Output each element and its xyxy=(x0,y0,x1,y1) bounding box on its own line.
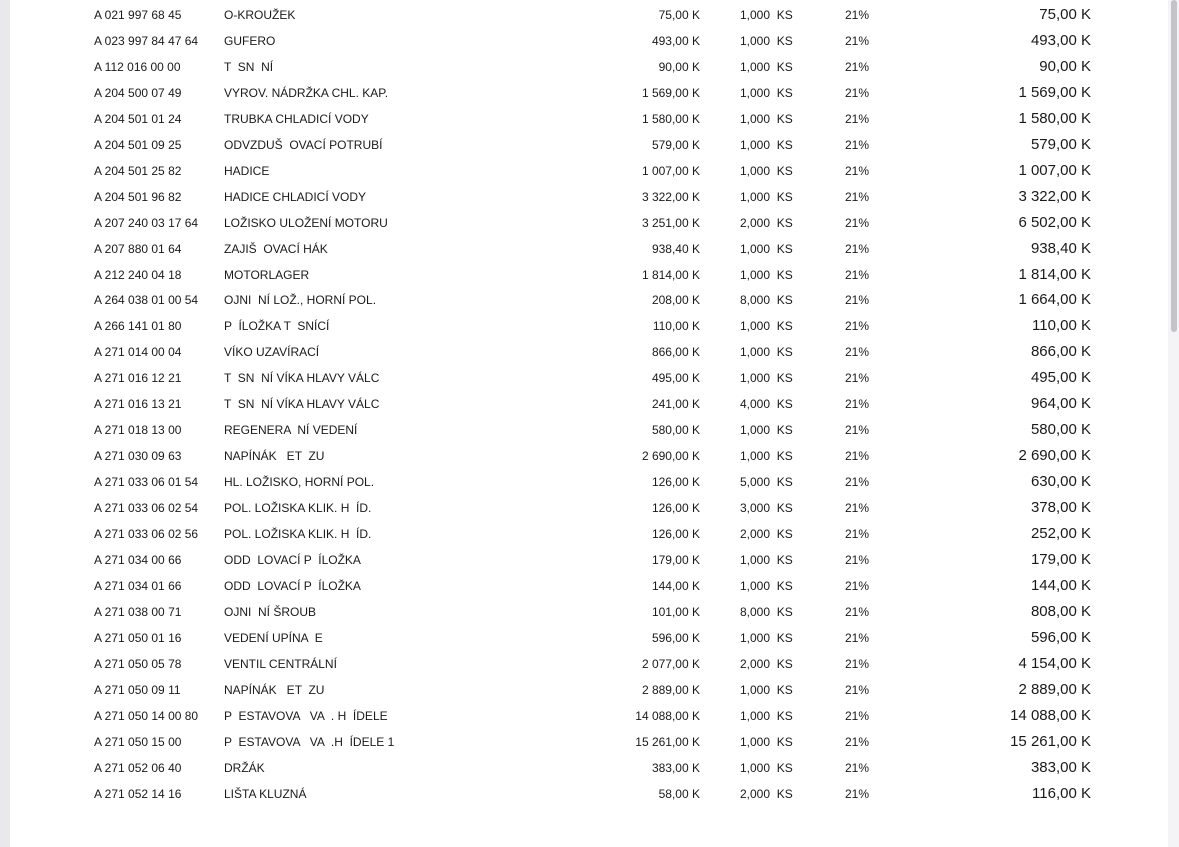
invoice-line-item xyxy=(10,287,1168,313)
line-total: 1 007,00 K xyxy=(1018,161,1091,179)
unit-price: 14 088,00 K xyxy=(635,708,700,723)
part-number: A 271 052 14 16 xyxy=(94,786,182,801)
unit-price: 1 007,00 K xyxy=(641,163,700,178)
unit-price: 126,00 K xyxy=(651,527,700,541)
part-number: A 271 038 00 71 xyxy=(94,604,182,619)
invoice-line-item xyxy=(10,651,1168,677)
line-total: 2 889,00 K xyxy=(1018,680,1091,698)
item-description: GUFERO xyxy=(224,33,276,48)
vat-rate: 21% xyxy=(845,215,870,230)
invoice-line-item xyxy=(10,625,1168,651)
item-description: HADICE CHLADICÍ VODY xyxy=(224,189,367,204)
part-number: A 207 240 03 17 64 xyxy=(94,215,199,230)
part-number: A 271 016 13 21 xyxy=(94,397,182,412)
part-number: A 112 016 00 00 xyxy=(94,59,181,74)
vat-rate: 21% xyxy=(845,8,870,22)
line-total: 4 154,00 K xyxy=(1018,654,1091,672)
part-number: A 271 050 15 00 xyxy=(94,734,182,749)
unit-price: 2 889,00 K xyxy=(641,682,700,697)
line-total: 1 580,00 K xyxy=(1018,109,1091,127)
line-total: 110,00 K xyxy=(1032,317,1091,335)
quantity: 5,000 KS xyxy=(740,475,793,490)
part-number: A 207 880 01 64 xyxy=(94,241,182,256)
item-description: NAPÍNÁK ET ZU xyxy=(224,682,325,697)
vat-rate: 21% xyxy=(845,786,870,801)
item-description: POL. LOŽISKA KLIK. H ÍD. xyxy=(224,527,372,541)
vat-rate: 21% xyxy=(845,656,870,671)
invoice-line-item xyxy=(10,547,1168,573)
quantity: 1,000 KS xyxy=(740,449,793,464)
vat-rate: 21% xyxy=(845,501,870,516)
unit-price: 75,00 K xyxy=(658,8,700,22)
item-description: LOŽISKO ULOŽENÍ MOTORU xyxy=(224,215,388,230)
unit-price: 1 569,00 K xyxy=(641,85,700,100)
part-number: A 204 501 25 82 xyxy=(94,163,182,178)
unit-price: 58,00 K xyxy=(658,786,700,801)
unit-price: 495,00 K xyxy=(651,371,700,386)
item-description: T SN NÍ VÍKA HLAVY VÁLC xyxy=(224,371,380,386)
item-description: NAPÍNÁK ET ZU xyxy=(224,449,325,464)
vat-rate: 21% xyxy=(845,578,870,593)
item-description: P ESTAVOVA VA . H ÍDELE xyxy=(224,708,388,723)
item-description: P ÍLOŽKA T SNÍCÍ xyxy=(224,319,330,334)
vat-rate: 21% xyxy=(845,708,870,723)
unit-price: 580,00 K xyxy=(651,423,700,438)
invoice-line-item xyxy=(10,210,1168,236)
line-total: 2 690,00 K xyxy=(1018,447,1091,465)
unit-price: 208,00 K xyxy=(651,293,700,308)
line-total: 6 502,00 K xyxy=(1018,213,1091,231)
vat-rate: 21% xyxy=(845,682,870,697)
invoice-line-item xyxy=(10,313,1168,339)
invoice-line-item xyxy=(10,54,1168,80)
quantity: 1,000 KS xyxy=(740,163,793,178)
quantity: 3,000 KS xyxy=(740,501,793,516)
unit-price: 938,40 K xyxy=(651,241,700,256)
invoice-line-item xyxy=(10,781,1168,807)
item-description: OJNI NÍ LOŽ., HORNÍ POL. xyxy=(224,293,377,308)
unit-price: 179,00 K xyxy=(651,552,700,567)
vat-rate: 21% xyxy=(845,630,870,645)
vat-rate: 21% xyxy=(845,163,870,178)
invoice-page xyxy=(10,0,1168,847)
unit-price: 101,00 K xyxy=(651,604,700,619)
line-total: 1 569,00 K xyxy=(1018,83,1091,101)
line-total: 378,00 K xyxy=(1030,499,1091,517)
invoice-line-item xyxy=(10,521,1168,547)
unit-price: 90,00 K xyxy=(658,59,700,74)
part-number: A 023 997 84 47 64 xyxy=(94,33,199,48)
item-description: VEDENÍ UPÍNA E xyxy=(224,630,323,645)
line-total: 596,00 K xyxy=(1030,628,1091,646)
line-total: 938,40 K xyxy=(1030,239,1091,257)
unit-price: 126,00 K xyxy=(651,475,700,490)
item-description: HADICE xyxy=(224,163,270,178)
item-description: MOTORLAGER xyxy=(224,267,310,282)
unit-price: 15 261,00 K xyxy=(635,734,700,749)
vat-rate: 21% xyxy=(845,241,870,256)
vat-rate: 21% xyxy=(845,111,870,126)
item-description: VÍKO UZAVÍRACÍ xyxy=(224,345,320,360)
line-total: 866,00 K xyxy=(1030,343,1091,361)
vat-rate: 21% xyxy=(845,397,870,412)
invoice-line-item xyxy=(10,106,1168,132)
invoice-line-item xyxy=(10,132,1168,158)
part-number: A 204 500 07 49 xyxy=(94,85,182,100)
line-total: 493,00 K xyxy=(1030,31,1091,49)
quantity: 1,000 KS xyxy=(740,708,793,723)
line-total: 1 664,00 K xyxy=(1018,291,1091,309)
unit-price: 3 322,00 K xyxy=(641,189,700,204)
item-description: ODD LOVACÍ P ÍLOŽKA xyxy=(224,578,361,593)
quantity: 1,000 KS xyxy=(740,423,793,438)
part-number: A 264 038 01 00 54 xyxy=(94,293,199,308)
vertical-scrollbar[interactable] xyxy=(1168,0,1179,847)
part-number: A 271 014 00 04 xyxy=(94,345,182,360)
item-description: VYROV. NÁDRŽKA CHL. KAP. xyxy=(224,85,389,100)
invoice-line-item xyxy=(10,391,1168,417)
vat-rate: 21% xyxy=(845,527,870,541)
quantity: 1,000 KS xyxy=(740,319,793,334)
line-total: 15 261,00 K xyxy=(1010,732,1091,750)
vat-rate: 21% xyxy=(845,734,870,749)
part-number: A 266 141 01 80 xyxy=(94,319,182,334)
line-total: 580,00 K xyxy=(1030,421,1091,439)
quantity: 1,000 KS xyxy=(740,630,793,645)
quantity: 1,000 KS xyxy=(740,760,793,775)
unit-price: 110,00 K xyxy=(652,319,700,334)
vat-rate: 21% xyxy=(845,267,870,282)
invoice-line-item xyxy=(10,184,1168,210)
item-description: ZAJIŠ OVACÍ HÁK xyxy=(224,241,328,256)
quantity: 1,000 KS xyxy=(740,59,793,74)
quantity: 1,000 KS xyxy=(740,137,793,152)
item-description: T SN NÍ VÍKA HLAVY VÁLC xyxy=(224,397,380,412)
part-number: A 271 050 01 16 xyxy=(94,630,182,645)
quantity: 1,000 KS xyxy=(740,552,793,567)
item-description: POL. LOŽISKA KLIK. H ÍD. xyxy=(224,501,372,516)
part-number: A 212 240 04 18 xyxy=(94,267,182,282)
unit-price: 493,00 K xyxy=(651,33,700,48)
quantity: 4,000 KS xyxy=(740,397,793,412)
quantity: 2,000 KS xyxy=(740,786,793,801)
invoice-line-item xyxy=(10,2,1168,28)
invoice-line-item xyxy=(10,703,1168,729)
item-description: T SN NÍ xyxy=(224,59,274,74)
quantity: 1,000 KS xyxy=(740,111,793,126)
part-number: A 271 050 05 78 xyxy=(94,656,182,671)
part-number: A 271 016 12 21 xyxy=(94,371,182,386)
unit-price: 1 580,00 K xyxy=(641,111,700,126)
unit-price: 1 814,00 K xyxy=(641,267,700,282)
quantity: 2,000 KS xyxy=(740,215,793,230)
quantity: 1,000 KS xyxy=(740,682,793,697)
part-number: A 271 033 06 02 56 xyxy=(94,527,199,541)
line-total: 383,00 K xyxy=(1030,758,1091,776)
item-description: HL. LOŽISKO, HORNÍ POL. xyxy=(224,475,375,490)
quantity: 1,000 KS xyxy=(740,578,793,593)
part-number: A 271 050 09 11 xyxy=(94,682,181,697)
invoice-line-item xyxy=(10,262,1168,288)
vat-rate: 21% xyxy=(845,475,870,490)
unit-price: 2 077,00 K xyxy=(641,656,700,671)
invoice-line-item xyxy=(10,755,1168,781)
line-total: 144,00 K xyxy=(1030,576,1091,594)
quantity: 1,000 KS xyxy=(740,267,793,282)
quantity: 1,000 KS xyxy=(740,189,793,204)
unit-price: 383,00 K xyxy=(651,760,700,775)
line-total: 579,00 K xyxy=(1030,135,1091,153)
line-total: 252,00 K xyxy=(1030,525,1091,542)
unit-price: 866,00 K xyxy=(651,345,700,360)
line-total: 116,00 K xyxy=(1032,784,1091,802)
part-number: A 271 033 06 02 54 xyxy=(94,501,199,516)
part-number: A 204 501 96 82 xyxy=(94,189,182,204)
invoice-line-item xyxy=(10,339,1168,365)
scrollbar-thumb[interactable] xyxy=(1171,0,1177,332)
item-description: O-KROUŽEK xyxy=(224,8,296,22)
part-number: A 271 052 06 40 xyxy=(94,760,182,775)
vat-rate: 21% xyxy=(845,423,870,438)
line-total: 75,00 K xyxy=(1039,6,1091,23)
unit-price: 579,00 K xyxy=(651,137,700,152)
invoice-line-item xyxy=(10,495,1168,521)
quantity: 1,000 KS xyxy=(740,241,793,256)
item-description: DRŽÁK xyxy=(224,760,265,775)
vat-rate: 21% xyxy=(845,604,870,619)
vat-rate: 21% xyxy=(845,449,870,464)
quantity: 1,000 KS xyxy=(740,85,793,100)
invoice-line-item xyxy=(10,469,1168,495)
vat-rate: 21% xyxy=(845,552,870,567)
unit-price: 596,00 K xyxy=(651,630,700,645)
part-number: A 271 034 01 66 xyxy=(94,578,182,593)
item-description: ODVZDUŠ OVACÍ POTRUBÍ xyxy=(224,137,383,152)
part-number: A 204 501 01 24 xyxy=(94,111,182,126)
vat-rate: 21% xyxy=(845,137,870,152)
quantity: 1,000 KS xyxy=(740,371,793,386)
item-description: LIŠTA KLUZNÁ xyxy=(224,786,307,801)
vat-rate: 21% xyxy=(845,189,870,204)
part-number: A 271 034 00 66 xyxy=(94,552,182,567)
invoice-line-item xyxy=(10,417,1168,443)
vat-rate: 21% xyxy=(845,371,870,386)
unit-price: 3 251,00 K xyxy=(641,215,700,230)
invoice-line-item xyxy=(10,158,1168,184)
vat-rate: 21% xyxy=(845,345,870,360)
part-number: A 021 997 68 45 xyxy=(94,8,182,22)
quantity: 8,000 KS xyxy=(740,604,793,619)
quantity: 1,000 KS xyxy=(740,345,793,360)
unit-price: 144,00 K xyxy=(651,578,700,593)
invoice-line-item xyxy=(10,677,1168,703)
quantity: 8,000 KS xyxy=(740,293,793,308)
part-number: A 271 033 06 01 54 xyxy=(94,475,199,490)
line-total: 808,00 K xyxy=(1030,602,1091,620)
item-description: ODD LOVACÍ P ÍLOŽKA xyxy=(224,552,361,567)
quantity: 2,000 KS xyxy=(740,527,793,541)
line-total: 14 088,00 K xyxy=(1010,706,1091,724)
invoice-line-item xyxy=(10,365,1168,391)
part-number: A 204 501 09 25 xyxy=(94,137,182,152)
quantity: 1,000 KS xyxy=(740,8,793,22)
unit-price: 126,00 K xyxy=(651,501,700,516)
invoice-line-item xyxy=(10,573,1168,599)
quantity: 1,000 KS xyxy=(740,734,793,749)
part-number: A 271 050 14 00 80 xyxy=(94,708,199,723)
invoice-line-item xyxy=(10,599,1168,625)
item-description: OJNI NÍ ŠROUB xyxy=(224,604,317,619)
part-number: A 271 018 13 00 xyxy=(94,423,182,438)
vat-rate: 21% xyxy=(845,293,870,308)
invoice-line-item xyxy=(10,443,1168,469)
line-total: 179,00 K xyxy=(1030,550,1091,568)
vat-rate: 21% xyxy=(845,33,870,48)
line-total: 495,00 K xyxy=(1030,369,1091,387)
item-description: VENTIL CENTRÁLNÍ xyxy=(224,656,337,671)
line-total: 964,00 K xyxy=(1030,395,1091,413)
item-description: TRUBKA CHLADICÍ VODY xyxy=(224,111,369,126)
line-total: 1 814,00 K xyxy=(1018,265,1091,283)
line-total: 3 322,00 K xyxy=(1018,187,1091,205)
vat-rate: 21% xyxy=(845,59,870,74)
line-total: 630,00 K xyxy=(1030,473,1091,491)
line-total: 90,00 K xyxy=(1039,57,1091,75)
invoice-line-item xyxy=(10,729,1168,755)
quantity: 1,000 KS xyxy=(740,33,793,48)
vat-rate: 21% xyxy=(845,85,870,100)
vat-rate: 21% xyxy=(845,319,870,334)
part-number: A 271 030 09 63 xyxy=(94,449,182,464)
item-description: P ESTAVOVA VA .H ÍDELE 1 xyxy=(224,734,395,749)
unit-price: 2 690,00 K xyxy=(641,449,700,464)
invoice-line-item xyxy=(10,28,1168,54)
item-description: REGENERA NÍ VEDENÍ xyxy=(224,423,358,438)
unit-price: 241,00 K xyxy=(651,397,700,412)
invoice-line-item xyxy=(10,236,1168,262)
invoice-line-item xyxy=(10,80,1168,106)
vat-rate: 21% xyxy=(845,760,870,775)
quantity: 2,000 KS xyxy=(740,656,793,671)
